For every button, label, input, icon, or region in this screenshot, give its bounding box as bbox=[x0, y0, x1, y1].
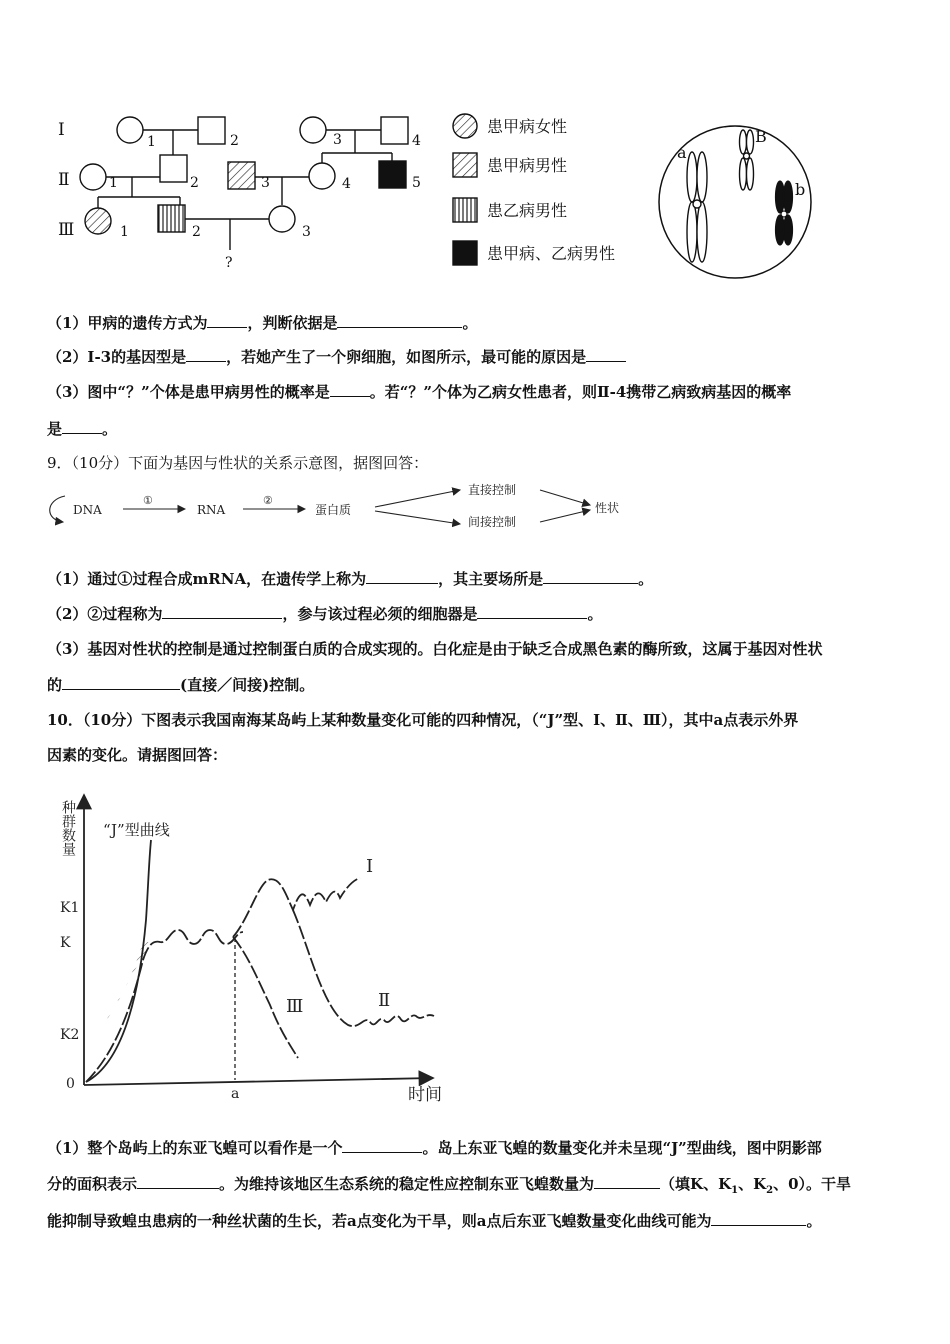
gen-label-2: Ⅱ bbox=[58, 170, 70, 190]
q8-part3: （3）图中“？”个体是患甲病男性的概率是 。若“？”个体为乙病女性患者，则Ⅱ-4携带乙病致病基因的概率 bbox=[47, 383, 792, 401]
I-4-male bbox=[381, 117, 408, 144]
label-I-4: 4 bbox=[412, 133, 421, 149]
arrow-direct bbox=[375, 490, 460, 507]
answer-blank[interactable] bbox=[62, 419, 102, 434]
label-a: a bbox=[677, 143, 687, 162]
I-1-female bbox=[117, 117, 143, 143]
answer-blank[interactable] bbox=[207, 313, 247, 328]
II-5-affected-ab-male bbox=[379, 161, 406, 188]
III-3-female bbox=[269, 206, 295, 232]
III-2-affected-b-male bbox=[158, 205, 185, 232]
legend-affected-ab-male-icon bbox=[453, 241, 477, 265]
origin-label: 0 bbox=[66, 1076, 75, 1092]
answer-blank[interactable] bbox=[337, 313, 462, 328]
q8-part3-cont: 是 。 bbox=[47, 420, 118, 438]
egg-cell-figure bbox=[655, 122, 815, 282]
q10-part2: 分的面积表示 。为维持该地区生态系统的稳定性应控制东亚飞蝗数量为 （填K、$K_1$、$K_2$、0）。干旱 bbox=[47, 1175, 852, 1196]
pedigree-chart bbox=[50, 105, 650, 275]
III-1-affected-a-female bbox=[85, 208, 111, 234]
legend-label-4: 患甲病、乙病男性 bbox=[487, 244, 616, 263]
answer-blank[interactable] bbox=[586, 347, 626, 362]
label-III-3: 3 bbox=[302, 224, 311, 240]
j-curve bbox=[86, 840, 151, 1082]
curve-III-label: Ⅲ bbox=[286, 996, 304, 1017]
legend-label-3: 患乙病男性 bbox=[487, 201, 568, 220]
node-trait: 性状 bbox=[595, 501, 620, 515]
y-axis-label: 种群数量 bbox=[60, 800, 76, 856]
a-point-label: a bbox=[231, 1086, 240, 1102]
label-b: b bbox=[795, 180, 806, 199]
gen-label-1: Ⅰ bbox=[58, 120, 65, 140]
gen-label-3: Ⅲ bbox=[58, 220, 75, 240]
label-I-2: 2 bbox=[230, 133, 239, 149]
II-4-female bbox=[309, 163, 335, 189]
q9-part1: （1）通过①过程合成mRNA，在遗传学上称为 ，其主要场所是 。 bbox=[47, 570, 654, 588]
x-axis-label: 时间 bbox=[408, 1085, 442, 1105]
arrow-indirect bbox=[375, 511, 460, 524]
answer-blank[interactable] bbox=[186, 347, 226, 362]
q10-title-cont: 因素的变化。请据图回答： bbox=[47, 746, 228, 764]
legend-label-1: 患甲病女性 bbox=[487, 117, 568, 136]
q10-title: 10．（10分）下图表示我国南海某岛屿上某种数量变化可能的四种情况，（“J”型、Ⅰ、Ⅱ、Ⅲ），其中a点表示外界 bbox=[47, 711, 799, 729]
I-3-female bbox=[300, 117, 326, 143]
I-2-male bbox=[198, 117, 225, 144]
q8-part1: （1）甲病的遗传方式为 ，判断依据是 。 bbox=[47, 314, 478, 332]
curve-II-label: Ⅱ bbox=[378, 990, 391, 1011]
label-III-1: 1 bbox=[120, 224, 129, 240]
label-II-1: 1 bbox=[109, 175, 118, 191]
node-dna: DNA bbox=[73, 503, 102, 517]
legend-affected-a-female-icon bbox=[453, 114, 477, 138]
label-I-3: 3 bbox=[333, 132, 342, 148]
population-growth-graph bbox=[48, 780, 468, 1110]
answer-blank[interactable] bbox=[366, 569, 438, 584]
chromosome-a bbox=[687, 152, 707, 262]
j-curve-label: “J”型曲线 bbox=[103, 821, 170, 839]
node-rna: RNA bbox=[197, 503, 226, 517]
q9-part3-cont: 的 (直接／间接)控制。 bbox=[47, 676, 315, 694]
answer-blank[interactable] bbox=[330, 382, 370, 397]
step-1-label: ① bbox=[143, 494, 153, 507]
label-B: B bbox=[755, 127, 767, 146]
k2-label: K2 bbox=[60, 1027, 80, 1043]
answer-blank[interactable] bbox=[711, 1211, 806, 1226]
answer-blank[interactable] bbox=[543, 569, 638, 584]
arrow-indirect-trait bbox=[540, 510, 590, 522]
node-indirect-control: 间接控制 bbox=[468, 515, 517, 529]
node-protein: 蛋白质 bbox=[315, 503, 352, 517]
answer-blank[interactable] bbox=[137, 1174, 219, 1189]
k1-label: K1 bbox=[60, 900, 80, 916]
step-2-label: ② bbox=[263, 494, 273, 507]
label-I-1: 1 bbox=[147, 134, 156, 150]
label-II-2: 2 bbox=[190, 175, 199, 191]
answer-blank[interactable] bbox=[594, 1174, 660, 1189]
label-III-2: 2 bbox=[192, 224, 201, 240]
curve-I bbox=[233, 878, 360, 937]
gene-trait-diagram bbox=[45, 478, 645, 533]
q10-part1: （1）整个岛屿上的东亚飞蝗可以看作是一个 。岛上东亚飞蝗的数量变化并未呈现“J”型曲线，图中阴影部 bbox=[47, 1139, 822, 1157]
q9-part3: （3）基因对性状的控制是通过控制蛋白质的合成实现的。白化症是由于缺乏合成黑色素的酶所致，这属于基因对性状 bbox=[47, 640, 823, 658]
replication-loop-arrow bbox=[50, 496, 65, 522]
q10-part3: 能抑制导致蝗虫患病的一种丝状菌的生长，若a点变化为干旱，则a点后东亚飞蝗数量变化曲线可能为 。 bbox=[47, 1212, 822, 1230]
q8-part2: （2）Ⅰ-3的基因型是 ，若她产生了一个卵细胞，如图所示，最可能的原因是 bbox=[47, 346, 626, 367]
II-2-male bbox=[160, 155, 187, 182]
II-1-female bbox=[80, 164, 106, 190]
unknown-individual: ? bbox=[225, 255, 233, 271]
arrow-direct-trait bbox=[540, 490, 590, 505]
answer-blank[interactable] bbox=[62, 675, 180, 690]
answer-blank[interactable] bbox=[162, 604, 282, 619]
legend-label-2: 患甲病男性 bbox=[487, 156, 568, 175]
q9-title: 9．（10分）下面为基因与性状的关系示意图，据图回答： bbox=[47, 454, 429, 472]
label-II-4: 4 bbox=[342, 176, 351, 192]
node-direct-control: 直接控制 bbox=[468, 483, 517, 497]
k-label: K bbox=[60, 935, 71, 951]
curve-II bbox=[293, 910, 434, 1026]
legend-affected-a-male-icon bbox=[453, 153, 477, 177]
answer-blank[interactable] bbox=[342, 1138, 422, 1153]
II-3-affected-a-male bbox=[228, 162, 255, 189]
label-II-3: 3 bbox=[261, 175, 270, 191]
curve-I-label: Ⅰ bbox=[366, 856, 374, 877]
label-II-5: 5 bbox=[412, 175, 421, 191]
q9-part2: （2）②过程称为 ，参与该过程必须的细胞器是 。 bbox=[47, 605, 603, 623]
answer-blank[interactable] bbox=[477, 604, 587, 619]
legend-affected-b-male-icon bbox=[453, 198, 477, 222]
x-axis bbox=[84, 1078, 433, 1085]
